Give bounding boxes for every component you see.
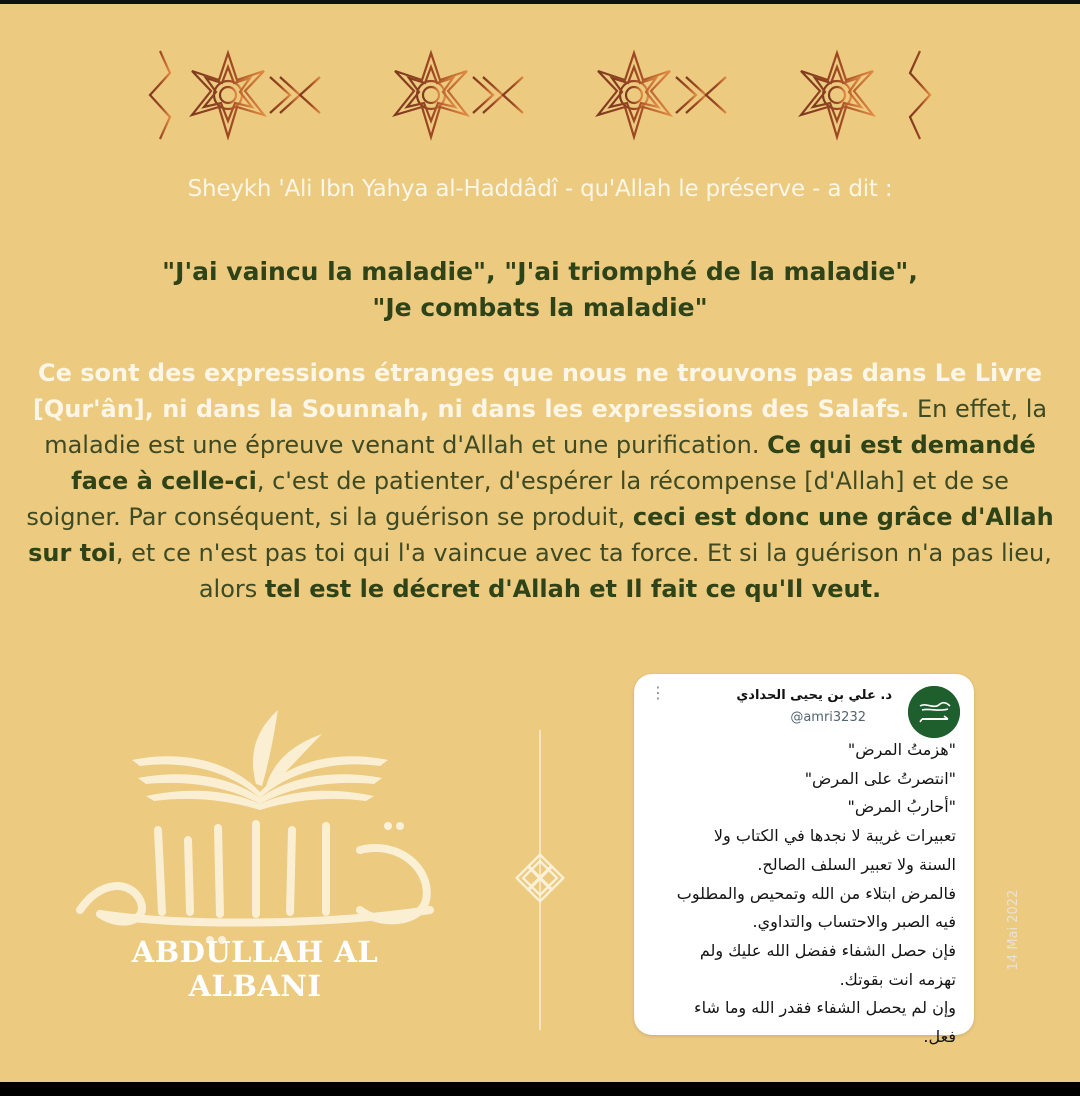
intro-text: Sheykh 'Ali Ibn Yahya al-Haddâdî - qu'Allah le préserve - a dit : <box>187 176 893 202</box>
tweet-author-name[interactable]: د. علي بن يحيى الحدادي <box>736 688 892 703</box>
body-segment-6: , et ce n'est pas toi qui l'a vaincue avec ta force. Et si la guérison n'a pas lieu, alors <box>115 539 1052 603</box>
tweet-line: السنة ولا تعبير السلف الصالح. <box>757 854 956 874</box>
quote-line-1: "J'ai vaincu la maladie", "J'ai triomphé de la maladie", <box>162 257 918 286</box>
tweet-line: "هزمتُ المرض" <box>847 740 956 759</box>
body-segment-7: tel est le décret d'Allah et Il fait ce qu'Il veut. <box>264 575 882 603</box>
body-segment-2: En effet, la maladie est une épreuve venant d'Allah et une purification. <box>44 395 1048 459</box>
avatar[interactable] <box>908 686 960 738</box>
quoted-expressions <box>0 254 1080 326</box>
logo-caption: ABDULLAH AL ALBANI <box>131 935 379 1003</box>
body-segment-3: Ce qui est demandé face à celle-ci <box>71 431 1036 495</box>
body-segment-1: Ce sont des expressions étranges que nous ne trouvons pas dans Le Livre [Qur'ân], ni dans la Sounnah, ni dans les expressions des Salafs. <box>32 359 1043 423</box>
logo-arabic-text: عبد الله الألباني <box>256 880 264 881</box>
knot-ornament-icon <box>510 848 570 908</box>
more-options-icon[interactable]: ⋮ <box>650 683 666 702</box>
tweet-line: "انتصرتُ على المرض" <box>804 768 956 788</box>
body-segment-5: ceci est donc une grâce d'Allah sur toi <box>28 503 1054 567</box>
tweet-line: فعل. <box>923 1027 956 1047</box>
explanation-paragraph <box>22 355 1058 607</box>
top-border <box>0 0 1080 4</box>
tweet-card[interactable] <box>634 674 974 1047</box>
tweet-line: "أحاربُ المرض" <box>847 797 956 817</box>
ornament-band <box>140 45 940 145</box>
flag-avatar-icon <box>908 686 960 738</box>
tweet-line: تهزمه انت بقوتك. <box>839 969 956 989</box>
quote-line-2: "Je combats la maladie" <box>372 293 708 322</box>
tweet-line: وإن لم يحصل الشفاء فقدر الله وما شاء <box>694 998 956 1018</box>
body-segment-4: , c'est de patienter, d'espérer la récompense [d'Allah] et de se soigner. Par conséquent, si la guérison se produit, <box>26 467 1009 531</box>
tweet-line: فالمرض ابتلاء من الله وتمحيص والمطلوب <box>676 883 956 903</box>
tweet-author-handle[interactable]: @amri3232 <box>790 710 866 725</box>
tweet-text <box>646 736 956 1052</box>
tweet-line: تعبيرات غريبة لا نجدها في الكتاب ولا <box>713 826 956 846</box>
post-date: 14 Mai 2022 <box>1006 889 1021 971</box>
tweet-line: فإن حصل الشفاء ففضل الله عليك ولم <box>699 940 956 960</box>
tweet-line: فيه الصبر والاحتساب والتداوي. <box>752 912 956 932</box>
